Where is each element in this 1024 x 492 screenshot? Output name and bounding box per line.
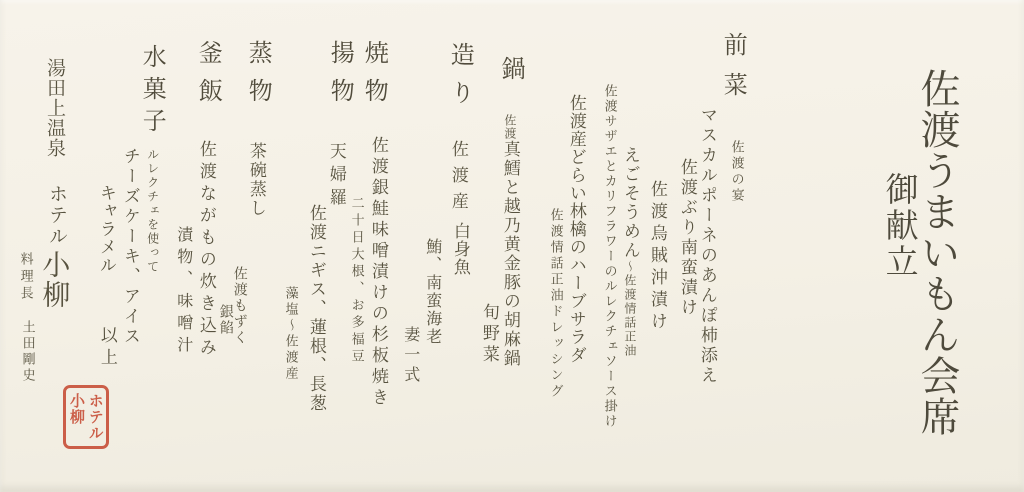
menu-item: 佐渡サザエとカリフラワーのルレクチェソース掛け [601,84,617,429]
menu-item: 銀餡 [217,304,234,336]
menu-item: 佐渡産 [447,140,468,218]
onsen-name: 湯田上温泉 [43,58,66,158]
menu-item: 佐渡もずく [231,266,248,346]
seal-line-2: 小柳 [68,393,86,425]
menu-item: 佐渡ながもの炊き込み [195,140,216,360]
hotel-name: 小柳 [38,250,72,310]
menu-item-prefix: 佐渡 [502,114,517,140]
menu-item [620,146,638,358]
menu-subtitle: 御献立 [880,172,920,280]
menu-item: 佐渡ぶり南蛮漬け [676,158,697,318]
menu-item: マスカルポーネのあんぽ柿添え [696,106,717,386]
menu-item-note: 藻塩〜佐渡産 [282,286,298,382]
menu-item: チーズケーキ、アイス [119,147,140,347]
menu-item: 旬野菜 [478,303,499,366]
section-header-kamameshi: 釜飯 [194,40,223,116]
menu-item-main: 真鱈と越乃黄金豚の胡麻鍋 [499,140,520,368]
menu-item: キャラメル [95,184,116,274]
hotel-seal-stamp [63,385,109,449]
section-header-zensai: 前菜 [719,32,748,112]
menu-item: 天婦羅 [325,142,346,211]
menu-item: 佐渡ニギス、蓮根、長葱 [305,204,326,413]
menu-item: 茶碗蒸し [245,142,266,218]
menu-item: 佐渡銀鮭味噌漬けの杉板焼き [367,136,388,409]
mizugashi-note: ルレクチェを使って [145,148,160,274]
menu-title: 佐渡うまいもん会席 [914,68,960,437]
section-header-nabe: 鍋 [497,56,526,80]
menu-item-note: 〜佐渡情話正油 [622,260,637,358]
hotel-prefix: ホテル [45,184,68,247]
menu-item-note: 二十日大根、お多福豆 [348,196,364,366]
menu-item-note: 佐渡情話正油ドレッシング [547,208,563,400]
chef-name: 土田剛史 [19,320,35,384]
section-header-mizugashi: 水菓子 [138,44,167,140]
chef-title: 料理長 [17,252,33,303]
menu-item: 白身魚 [449,222,470,276]
zensai-note: 佐渡の宴 [728,140,744,204]
menu-item: 佐渡産どらい林檎のハーブサラダ [565,94,586,364]
menu-item: 妻一式 [401,326,421,386]
menu-item: 鮪、南蛮海老 [423,238,443,346]
section-header-yakimono: 焼物 [360,40,389,116]
section-header-mushimono: 蒸物 [244,40,273,116]
section-header-tsukuri: 造り [446,42,475,118]
menu-item: 漬物、味噌汁 [174,226,194,358]
menu-item [500,114,518,368]
menu-item: 佐渡烏賊沖漬け [646,180,667,334]
hotel-seal-text [67,393,105,441]
section-header-agemono: 揚物 [326,40,355,116]
seal-line-1: ホテル [86,393,105,441]
closing-mark: 以上 [96,326,117,370]
menu-item-main: えごそうめん [619,146,640,260]
